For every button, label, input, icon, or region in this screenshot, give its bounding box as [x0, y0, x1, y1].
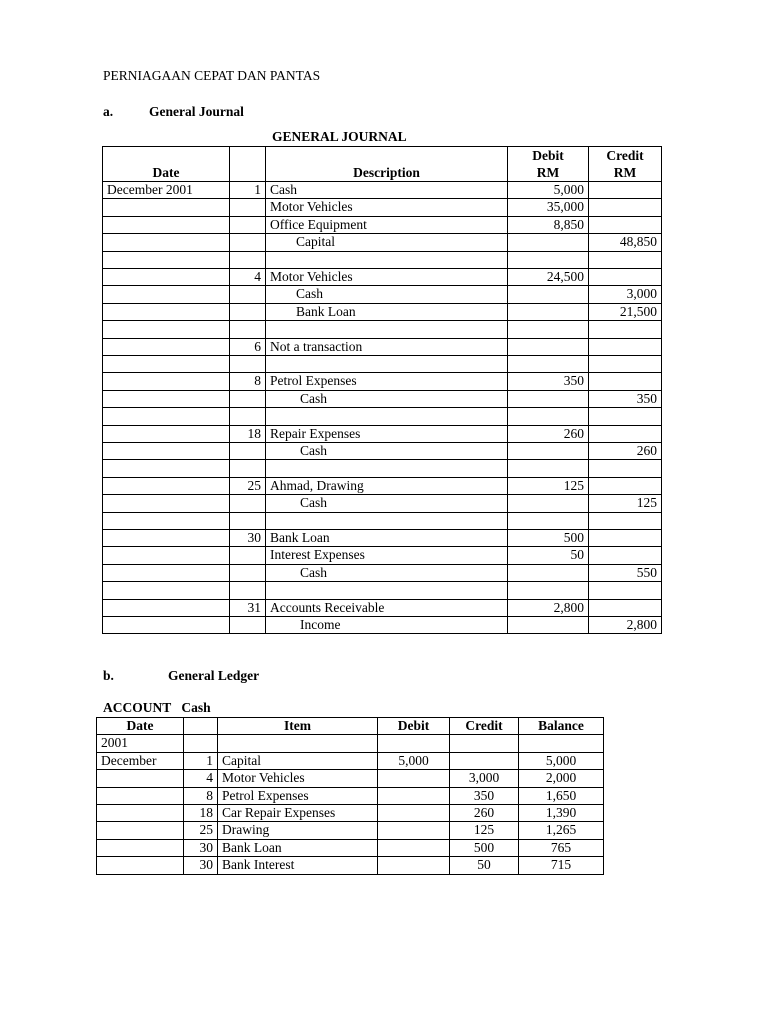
- journal-date: [103, 564, 230, 581]
- journal-description: [266, 512, 508, 529]
- journal-debit: 35,000: [508, 199, 589, 216]
- ledger-credit: [450, 735, 519, 752]
- journal-day: 18: [230, 425, 266, 442]
- journal-description: Bank Loan: [266, 530, 508, 547]
- ledger-balance: 1,265: [519, 822, 604, 839]
- journal-date: [103, 216, 230, 233]
- journal-description: Bank Loan: [266, 303, 508, 320]
- ledger-debit: [378, 839, 450, 856]
- journal-day: 30: [230, 530, 266, 547]
- journal-description: Petrol Expenses: [266, 373, 508, 390]
- account-label: ACCOUNT: [103, 700, 172, 715]
- journal-credit: [589, 338, 662, 355]
- ledger-balance: 1,650: [519, 787, 604, 804]
- journal-row: [103, 477, 662, 494]
- ledger-day: 30: [184, 839, 218, 856]
- journal-description: Capital: [266, 234, 508, 251]
- ledger-credit: [450, 752, 519, 769]
- ledger-header-balance: Balance: [519, 718, 604, 735]
- journal-credit: [589, 251, 662, 268]
- journal-day: [230, 547, 266, 564]
- journal-date: [103, 425, 230, 442]
- ledger-day: [184, 735, 218, 752]
- journal-description: Interest Expenses: [266, 547, 508, 564]
- journal-header-credit-label: Credit: [606, 148, 644, 163]
- journal-debit: 260: [508, 425, 589, 442]
- ledger-date: [97, 857, 184, 874]
- journal-credit: [589, 530, 662, 547]
- journal-date: [103, 338, 230, 355]
- journal-day: [230, 286, 266, 303]
- journal-description: [266, 460, 508, 477]
- journal-date: [103, 373, 230, 390]
- journal-date: [103, 234, 230, 251]
- ledger-header-credit: Credit: [450, 718, 519, 735]
- journal-date: [103, 582, 230, 599]
- journal-debit: 500: [508, 530, 589, 547]
- ledger-row: [97, 752, 604, 769]
- ledger-item: Car Repair Expenses: [218, 805, 378, 822]
- journal-debit: [508, 356, 589, 373]
- journal-credit: [589, 512, 662, 529]
- journal-debit: [508, 303, 589, 320]
- journal-debit: 24,500: [508, 269, 589, 286]
- journal-debit: 2,800: [508, 599, 589, 616]
- journal-description: Cash: [266, 495, 508, 512]
- ledger-debit: [378, 770, 450, 787]
- journal-day: [230, 390, 266, 407]
- journal-description: Cash: [266, 564, 508, 581]
- company-name: PERNIAGAAN CEPAT DAN PANTAS: [103, 68, 321, 83]
- journal-row: [103, 530, 662, 547]
- journal-date: [103, 443, 230, 460]
- journal-title: GENERAL JOURNAL: [272, 129, 407, 144]
- journal-debit: [508, 321, 589, 338]
- journal-header-debit-unit: RM: [536, 165, 560, 180]
- journal-date: [103, 286, 230, 303]
- journal-day: 31: [230, 599, 266, 616]
- ledger-credit: 350: [450, 787, 519, 804]
- ledger-balance: [519, 735, 604, 752]
- cash-ledger-table: [96, 717, 604, 875]
- ledger-date: [97, 839, 184, 856]
- journal-date: December 2001: [103, 182, 230, 199]
- journal-header-row: [103, 147, 662, 182]
- journal-row: [103, 234, 662, 251]
- journal-row: [103, 582, 662, 599]
- journal-credit: 125: [589, 495, 662, 512]
- journal-description: Motor Vehicles: [266, 269, 508, 286]
- journal-day: [230, 356, 266, 373]
- general-journal-table: [102, 146, 662, 634]
- ledger-header-day: [184, 718, 218, 735]
- journal-description: Not a transaction: [266, 338, 508, 355]
- part-b-title: General Ledger: [168, 668, 260, 683]
- journal-description: [266, 251, 508, 268]
- journal-day: [230, 460, 266, 477]
- journal-description: Cash: [266, 182, 508, 199]
- part-a-label: a.: [103, 104, 114, 119]
- ledger-balance: 2,000: [519, 770, 604, 787]
- journal-header-debit: [508, 147, 589, 182]
- ledger-balance: 1,390: [519, 805, 604, 822]
- journal-row: [103, 547, 662, 564]
- ledger-item: Petrol Expenses: [218, 787, 378, 804]
- account-name: Cash: [181, 700, 211, 715]
- journal-credit: [589, 460, 662, 477]
- journal-date: [103, 390, 230, 407]
- journal-date: [103, 408, 230, 425]
- journal-description: Cash: [266, 443, 508, 460]
- journal-row: [103, 356, 662, 373]
- ledger-item: [218, 735, 378, 752]
- journal-row: [103, 617, 662, 634]
- ledger-day: 30: [184, 857, 218, 874]
- journal-row: [103, 182, 662, 199]
- ledger-credit: 260: [450, 805, 519, 822]
- journal-description: Income: [266, 617, 508, 634]
- journal-header-credit: [589, 147, 662, 182]
- journal-debit: 5,000: [508, 182, 589, 199]
- journal-credit: [589, 477, 662, 494]
- journal-day: 1: [230, 182, 266, 199]
- ledger-item: Bank Loan: [218, 839, 378, 856]
- journal-date: [103, 303, 230, 320]
- journal-header-debit-label: Debit: [532, 148, 564, 163]
- journal-debit: [508, 512, 589, 529]
- ledger-header-date: Date: [97, 718, 184, 735]
- journal-debit: [508, 338, 589, 355]
- ledger-debit: [378, 787, 450, 804]
- ledger-row: [97, 822, 604, 839]
- part-b-label: b.: [103, 668, 114, 683]
- ledger-day: 18: [184, 805, 218, 822]
- journal-day: [230, 321, 266, 338]
- ledger-header-row: [97, 718, 604, 735]
- journal-row: [103, 390, 662, 407]
- journal-credit: [589, 216, 662, 233]
- journal-day: [230, 443, 266, 460]
- journal-debit: [508, 460, 589, 477]
- ledger-item: Motor Vehicles: [218, 770, 378, 787]
- journal-row: [103, 373, 662, 390]
- journal-header-day: [230, 147, 266, 182]
- journal-row: [103, 286, 662, 303]
- journal-description: [266, 356, 508, 373]
- journal-date: [103, 199, 230, 216]
- journal-description: Motor Vehicles: [266, 199, 508, 216]
- ledger-credit: 3,000: [450, 770, 519, 787]
- journal-debit: 50: [508, 547, 589, 564]
- journal-credit: 21,500: [589, 303, 662, 320]
- journal-row: [103, 251, 662, 268]
- journal-day: 25: [230, 477, 266, 494]
- journal-day: [230, 495, 266, 512]
- ledger-date: [97, 822, 184, 839]
- journal-row: [103, 443, 662, 460]
- journal-description: [266, 582, 508, 599]
- journal-description: Repair Expenses: [266, 425, 508, 442]
- journal-date: [103, 251, 230, 268]
- ledger-credit: 125: [450, 822, 519, 839]
- journal-row: [103, 408, 662, 425]
- journal-row: [103, 199, 662, 216]
- journal-credit: [589, 373, 662, 390]
- journal-row: [103, 460, 662, 477]
- ledger-debit: [378, 822, 450, 839]
- part-a-title: General Journal: [149, 104, 244, 119]
- journal-credit: [589, 425, 662, 442]
- ledger-day: 4: [184, 770, 218, 787]
- journal-debit: [508, 495, 589, 512]
- journal-credit: [589, 269, 662, 286]
- journal-row: [103, 599, 662, 616]
- ledger-row: [97, 735, 604, 752]
- journal-day: [230, 251, 266, 268]
- journal-debit: [508, 564, 589, 581]
- journal-debit: 125: [508, 477, 589, 494]
- journal-day: [230, 408, 266, 425]
- ledger-row: [97, 770, 604, 787]
- journal-description: [266, 408, 508, 425]
- journal-credit: [589, 321, 662, 338]
- journal-credit: 350: [589, 390, 662, 407]
- journal-credit: 3,000: [589, 286, 662, 303]
- journal-date: [103, 269, 230, 286]
- journal-credit: [589, 582, 662, 599]
- journal-header-credit-unit: RM: [613, 165, 637, 180]
- journal-date: [103, 599, 230, 616]
- journal-row: [103, 425, 662, 442]
- journal-credit: [589, 547, 662, 564]
- journal-date: [103, 321, 230, 338]
- journal-day: [230, 564, 266, 581]
- ledger-date: 2001: [97, 735, 184, 752]
- journal-day: [230, 512, 266, 529]
- journal-date: [103, 530, 230, 547]
- ledger-row: [97, 805, 604, 822]
- ledger-debit: [378, 735, 450, 752]
- journal-row: [103, 564, 662, 581]
- ledger-item: Drawing: [218, 822, 378, 839]
- journal-debit: [508, 251, 589, 268]
- journal-description: Cash: [266, 286, 508, 303]
- journal-description: Accounts Receivable: [266, 599, 508, 616]
- ledger-debit: [378, 857, 450, 874]
- ledger-row: [97, 857, 604, 874]
- journal-date: [103, 460, 230, 477]
- journal-row: [103, 512, 662, 529]
- journal-credit: [589, 356, 662, 373]
- ledger-header-debit: Debit: [378, 718, 450, 735]
- journal-day: [230, 199, 266, 216]
- journal-debit: 350: [508, 373, 589, 390]
- ledger-day: 1: [184, 752, 218, 769]
- ledger-debit: [378, 805, 450, 822]
- journal-date: [103, 495, 230, 512]
- journal-row: [103, 495, 662, 512]
- ledger-date: [97, 770, 184, 787]
- account-heading: [103, 700, 211, 716]
- ledger-day: 25: [184, 822, 218, 839]
- journal-day: [230, 216, 266, 233]
- journal-date: [103, 617, 230, 634]
- journal-header-date: Date: [103, 147, 230, 182]
- journal-debit: [508, 286, 589, 303]
- journal-credit: 48,850: [589, 234, 662, 251]
- journal-description: Cash: [266, 390, 508, 407]
- ledger-row: [97, 839, 604, 856]
- journal-row: [103, 338, 662, 355]
- journal-date: [103, 547, 230, 564]
- journal-description: Office Equipment: [266, 216, 508, 233]
- journal-row: [103, 216, 662, 233]
- journal-date: [103, 356, 230, 373]
- ledger-credit: 50: [450, 857, 519, 874]
- ledger-date: December: [97, 752, 184, 769]
- journal-credit: 2,800: [589, 617, 662, 634]
- journal-day: 6: [230, 338, 266, 355]
- journal-credit: [589, 599, 662, 616]
- journal-debit: 8,850: [508, 216, 589, 233]
- journal-row: [103, 303, 662, 320]
- journal-day: [230, 303, 266, 320]
- journal-debit: [508, 390, 589, 407]
- journal-credit: 260: [589, 443, 662, 460]
- journal-day: [230, 582, 266, 599]
- journal-debit: [508, 234, 589, 251]
- journal-row: [103, 269, 662, 286]
- journal-debit: [508, 582, 589, 599]
- journal-credit: 550: [589, 564, 662, 581]
- ledger-credit: 500: [450, 839, 519, 856]
- ledger-debit: 5,000: [378, 752, 450, 769]
- ledger-date: [97, 805, 184, 822]
- journal-day: [230, 234, 266, 251]
- journal-day: [230, 617, 266, 634]
- journal-debit: [508, 443, 589, 460]
- ledger-item: Capital: [218, 752, 378, 769]
- journal-debit: [508, 617, 589, 634]
- ledger-item: Bank Interest: [218, 857, 378, 874]
- journal-credit: [589, 408, 662, 425]
- ledger-balance: 5,000: [519, 752, 604, 769]
- journal-date: [103, 477, 230, 494]
- journal-day: 4: [230, 269, 266, 286]
- ledger-balance: 765: [519, 839, 604, 856]
- journal-description: Ahmad, Drawing: [266, 477, 508, 494]
- ledger-balance: 715: [519, 857, 604, 874]
- ledger-day: 8: [184, 787, 218, 804]
- ledger-row: [97, 787, 604, 804]
- journal-date: [103, 512, 230, 529]
- journal-description: [266, 321, 508, 338]
- journal-row: [103, 321, 662, 338]
- ledger-header-item: Item: [218, 718, 378, 735]
- journal-header-description: Description: [266, 147, 508, 182]
- journal-debit: [508, 408, 589, 425]
- journal-credit: [589, 199, 662, 216]
- journal-day: 8: [230, 373, 266, 390]
- ledger-date: [97, 787, 184, 804]
- journal-credit: [589, 182, 662, 199]
